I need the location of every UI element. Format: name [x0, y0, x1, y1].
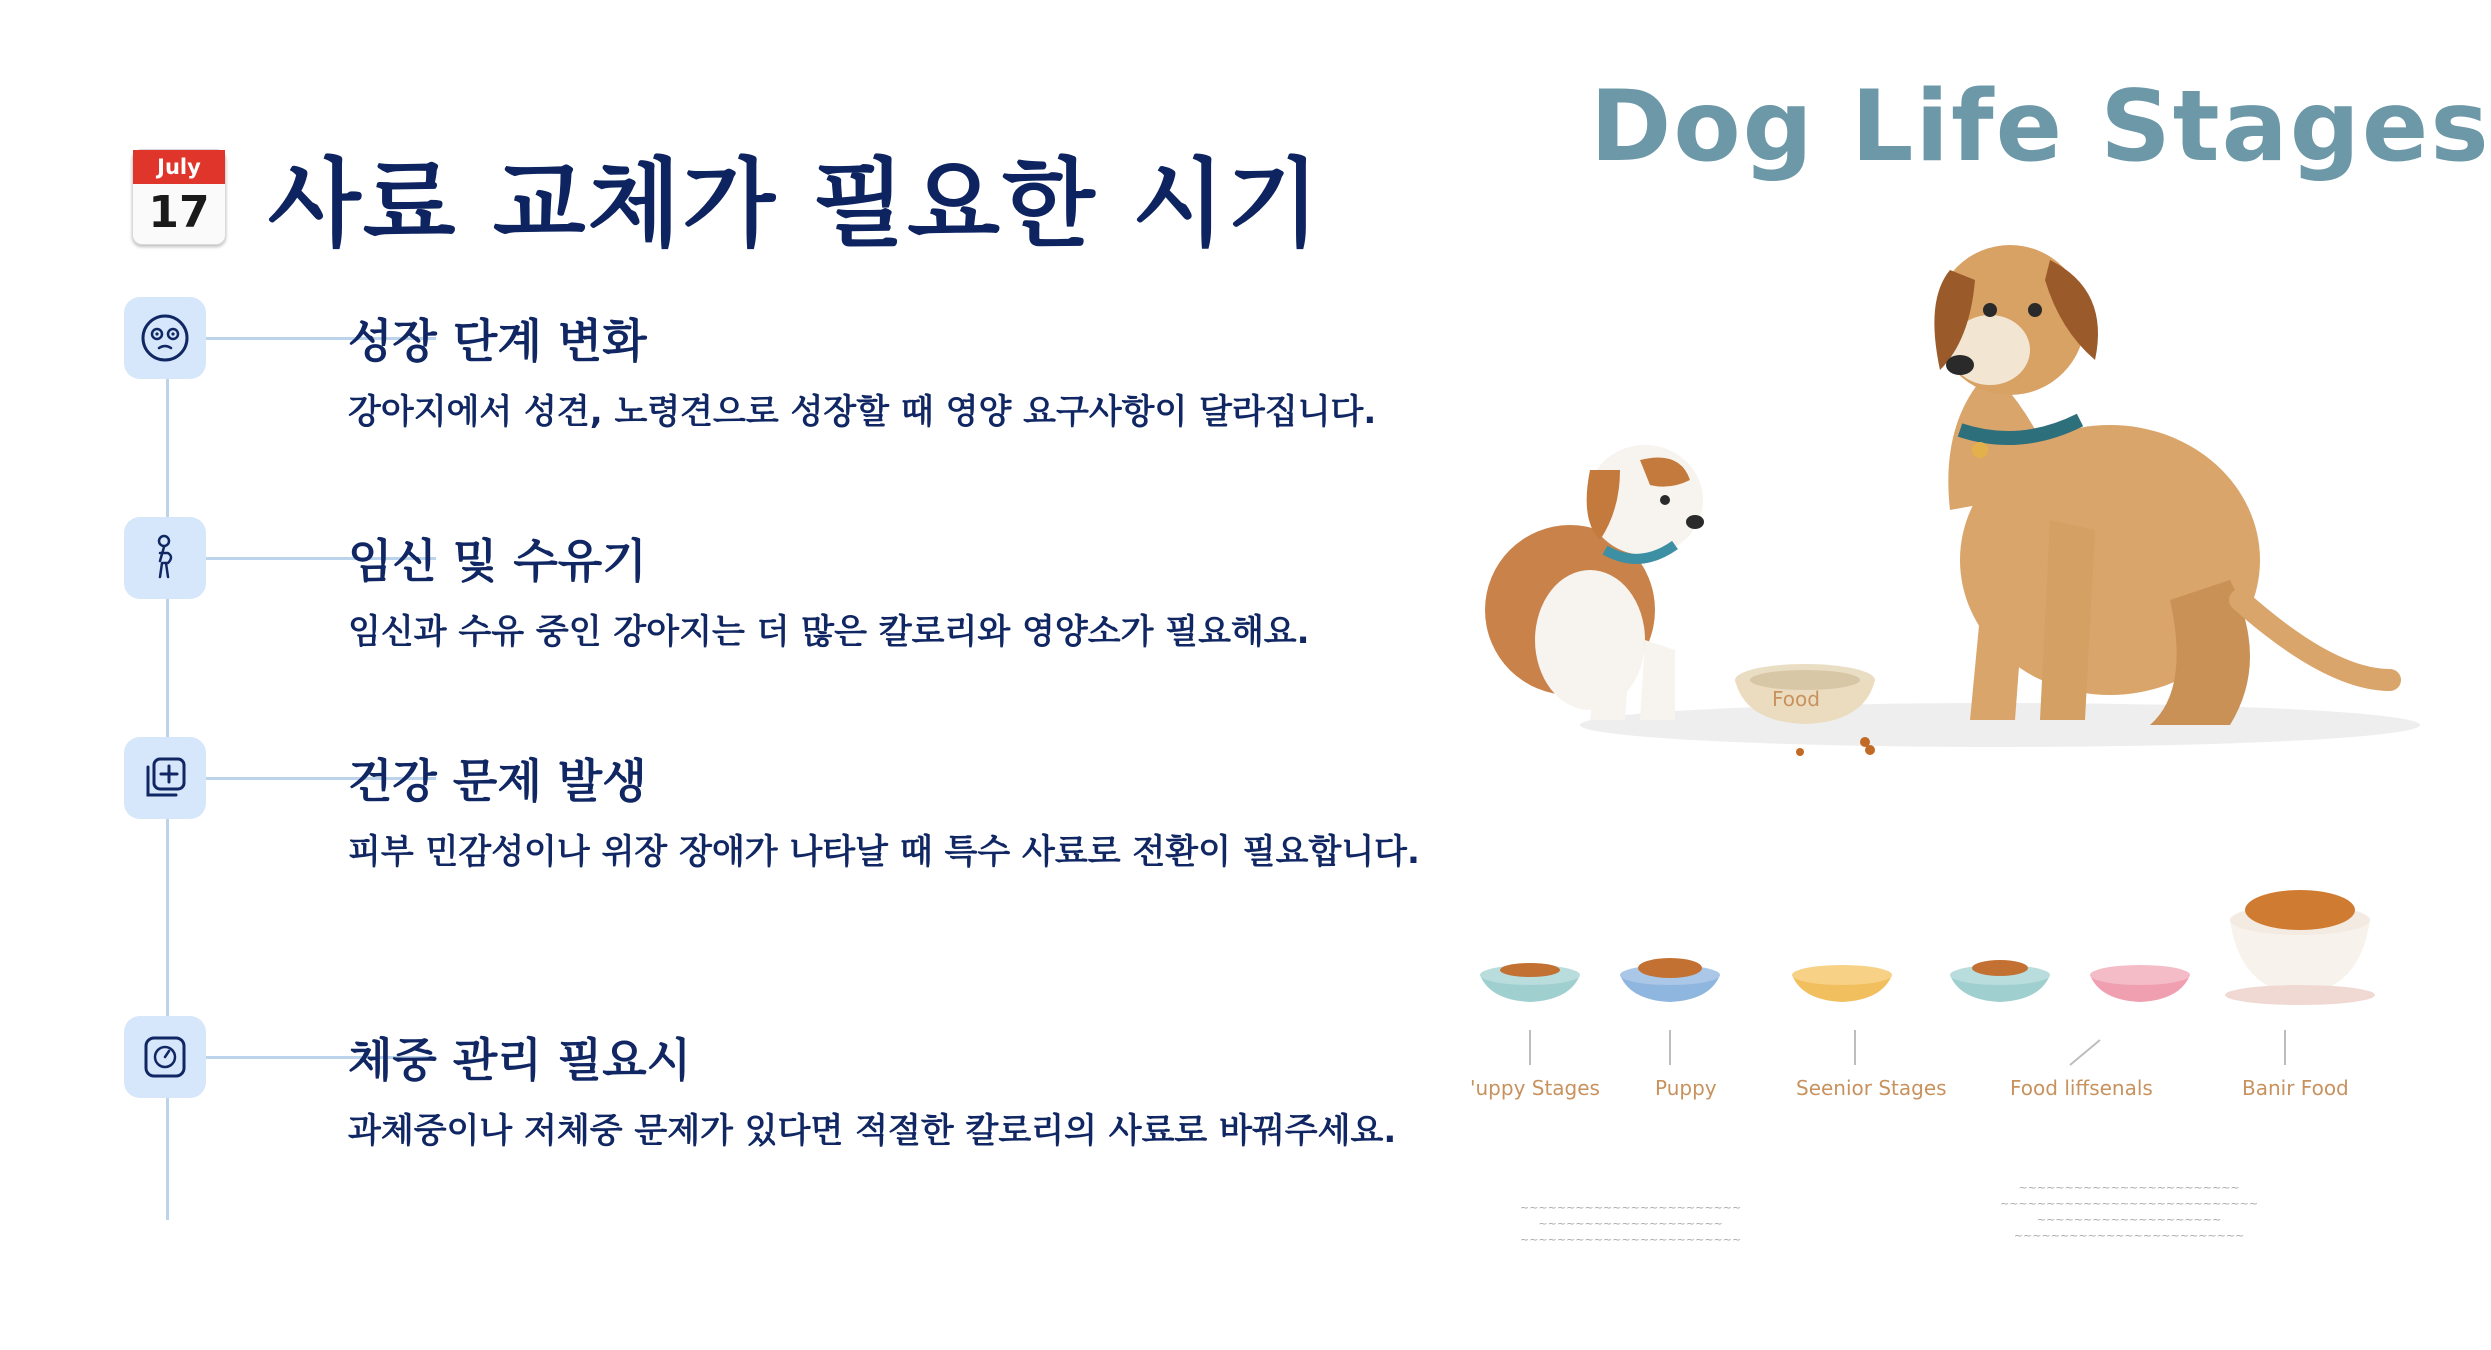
item-description: 피부 민감성이나 위장 장애가 나타날 때 특수 사료로 전환이 필요합니다. [348, 832, 1420, 872]
illegible-caption-left: ~~~~~~~~~~~~~~~~~~~~~~~~ ~~~~~~~~~~~~~~~~~~~~ ~~~~~~~~~~~~~~~~~~~~~~~~ [1520, 1201, 1742, 1246]
calendar-icon [132, 149, 226, 245]
page-title: 사료 교체가 필요한 시기 [268, 148, 1322, 260]
bowl-label: Banir Food [2242, 1076, 2349, 1100]
dogs-drawing [1470, 40, 2400, 1310]
illustration-heading: Dog Life Stages [1590, 70, 2491, 184]
item-description: 과체중이나 저체중 문제가 있다면 적절한 칼로리의 사료로 바꿔주세요. [348, 1111, 1397, 1151]
bowl-label: Food liffsenals [2010, 1076, 2153, 1100]
adult-dog-icon [1934, 245, 2390, 725]
illegible-caption-right: ~~~~~~~~~~~~~~~~~~~~~~~~ ~~~~~~~~~~~~~~~~~~~~~~~~~~~~ ~~~~~~~~~~~~~~~~~~~~ ~~~~~~~~~~~~~~~~~~~~~~~~~ [2000, 1181, 2259, 1242]
bowl-label: Puppy [1655, 1076, 1717, 1100]
medical-plus-icon [124, 737, 206, 819]
food-bowl-label: Food [1772, 687, 1820, 711]
item-description: 강아지에서 성견, 노령견으로 성장할 때 영양 요구사항이 달라집니다. [348, 392, 1377, 432]
dog-life-stages-illustration [1470, 40, 2491, 1310]
scale-icon [124, 1016, 206, 1098]
bowl-row [1480, 890, 2375, 1065]
item-title: 임신 및 수유기 [348, 534, 647, 588]
item-title: 체중 관리 필요시 [348, 1033, 692, 1087]
bowl-label: Seenior Stages [1796, 1076, 1947, 1100]
header [132, 128, 1322, 265]
pregnant-person-icon [124, 517, 206, 599]
item-description: 임신과 수유 중인 강아지는 더 많은 칼로리와 영양소가 필요해요. [348, 612, 1310, 652]
calendar-day: 17 [148, 186, 210, 238]
puppy-icon [1485, 445, 1704, 720]
bowl-label: 'uppy Stages [1470, 1076, 1600, 1100]
face-icon [124, 297, 206, 379]
calendar-month: July [133, 150, 225, 184]
item-title: 성장 단계 변화 [348, 314, 647, 368]
item-title: 건강 문제 발생 [348, 754, 647, 808]
